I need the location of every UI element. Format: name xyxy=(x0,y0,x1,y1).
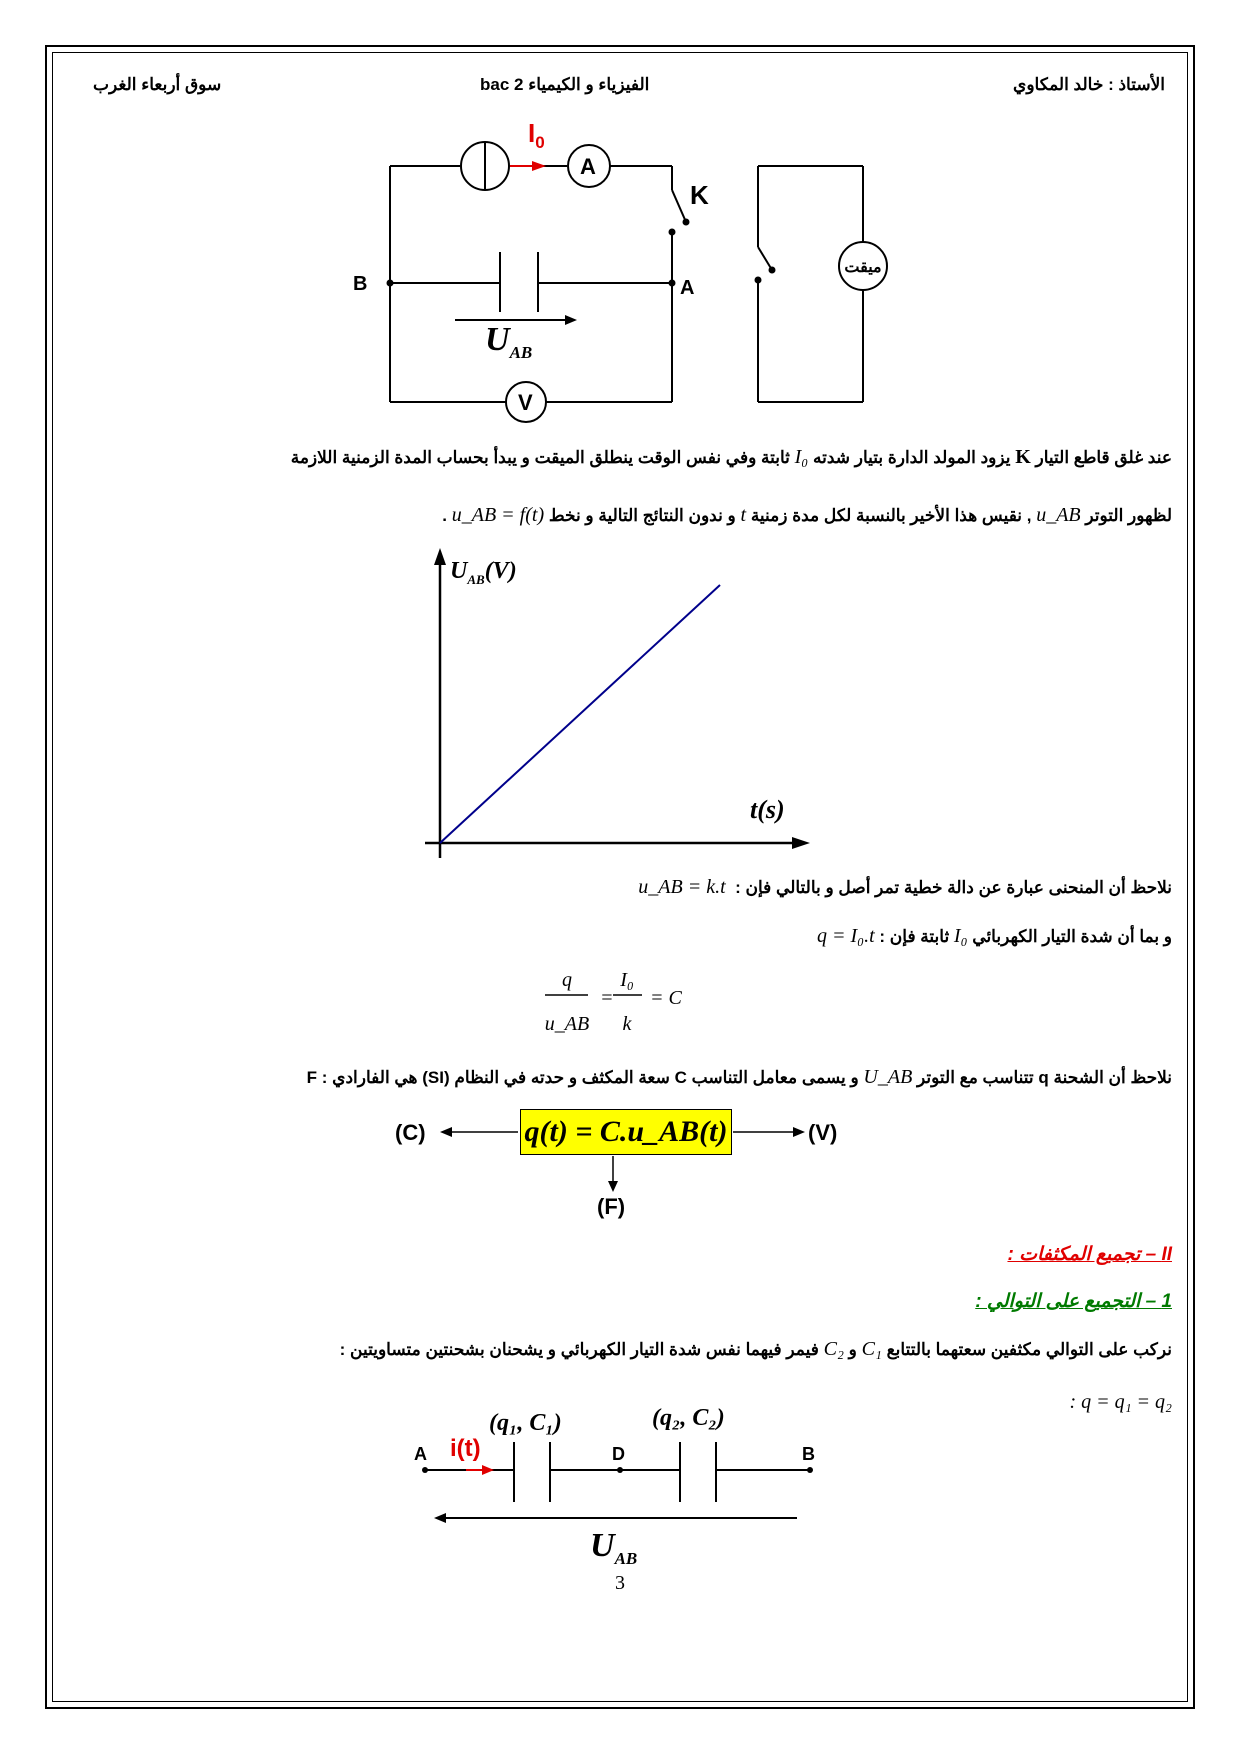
formula-box: q(t) = C.u_AB(t) xyxy=(520,1109,732,1155)
current-i0-label: $I_0$ xyxy=(528,118,545,152)
section-ii-heading: II – تجميع المكثفات : xyxy=(1007,1244,1172,1265)
header-subject: الفيزياء و الكيمياء 2 bac xyxy=(480,75,650,94)
svg-text:= C: = C xyxy=(650,987,682,1009)
node-a-label: A xyxy=(680,277,695,299)
y-axis-label: $U_{AB}(V)$ xyxy=(450,558,517,587)
paragraph-5: نلاحظ أن الشحنة q تتناسب مع التوتر U_AB و يسمى معامل التناسب C سعة المكثف و حدته في النظام (SI) هي الفارادي F : xyxy=(306,1066,1172,1088)
cap1-label: (q₁, C₁) xyxy=(489,1410,562,1436)
paragraph-3: نلاحظ أن المنحنى عبارة عن دالة خطية تمر أصل و بالتالي فإن : u_AB = k.t xyxy=(638,876,1172,898)
voltage-uab-label: $U_{AB}$ xyxy=(485,321,533,362)
svg-text:I₀: I₀ xyxy=(620,969,634,991)
node-a-label: A xyxy=(414,1444,427,1464)
unit-f-label: (F) xyxy=(597,1194,626,1219)
header-teacher: الأستاذ : خالد المكاوي xyxy=(1013,75,1165,94)
timer-label: ميقت xyxy=(844,259,882,276)
node-d-label: D xyxy=(612,1444,625,1464)
cap2-label: (q₂, C₂) xyxy=(652,1405,725,1431)
section-1-heading: 1 – التجميع على التوالي : xyxy=(975,1291,1172,1312)
switch-k-label: K xyxy=(690,180,709,210)
paragraph-6: نركب على التوالي مكثفين سعتهما بالتتابع C₁ و C₂ فيمر فيهما نفس شدة التيار الكهربائي و يشحنان بشحنتين متساويتين : xyxy=(339,1338,1172,1360)
svg-text:=: = xyxy=(600,987,614,1009)
voltage-uab-label: $U_{AB}$ xyxy=(590,1527,638,1568)
paragraph-2: لظهور التوتر u_AB , نقيس هذا الأخير بالنسبة لكل مدة زمنية t و ندون النتائج التالية و نخط u_AB = f(t) . xyxy=(442,504,1172,526)
node-b-label: B xyxy=(353,273,368,295)
unit-v-label: (V) xyxy=(808,1120,838,1145)
paragraph-7: : q = q₁ = q₂ xyxy=(1069,1391,1172,1413)
voltmeter-label: V xyxy=(518,390,533,415)
x-axis-label: t(s) xyxy=(750,795,785,824)
unit-c-label: (C) xyxy=(395,1120,426,1145)
current-it-label: i(t) xyxy=(450,1435,481,1462)
paragraph-1: عند غلق قاطع التيار K يزود المولد الدارة بتيار شدته I₀ ثابتة وفي نفس الوقت ينطلق الميقت و يبدأ بحساب المدة الزمنية اللازمة xyxy=(290,446,1172,468)
ammeter-label: A xyxy=(580,154,596,179)
svg-text:u_AB: u_AB xyxy=(544,1013,590,1035)
svg-text:k: k xyxy=(622,1013,632,1035)
header-place: سوق أربعاء الغرب xyxy=(93,75,222,94)
paragraph-4: و بما أن شدة التيار الكهربائي I₀ ثابتة فإن : q = I₀.t xyxy=(816,925,1172,947)
svg-text:q: q xyxy=(562,969,572,991)
current-arrow-icon xyxy=(482,1465,494,1475)
page-number: 3 xyxy=(615,1572,625,1594)
node-b-label: B xyxy=(802,1444,815,1464)
